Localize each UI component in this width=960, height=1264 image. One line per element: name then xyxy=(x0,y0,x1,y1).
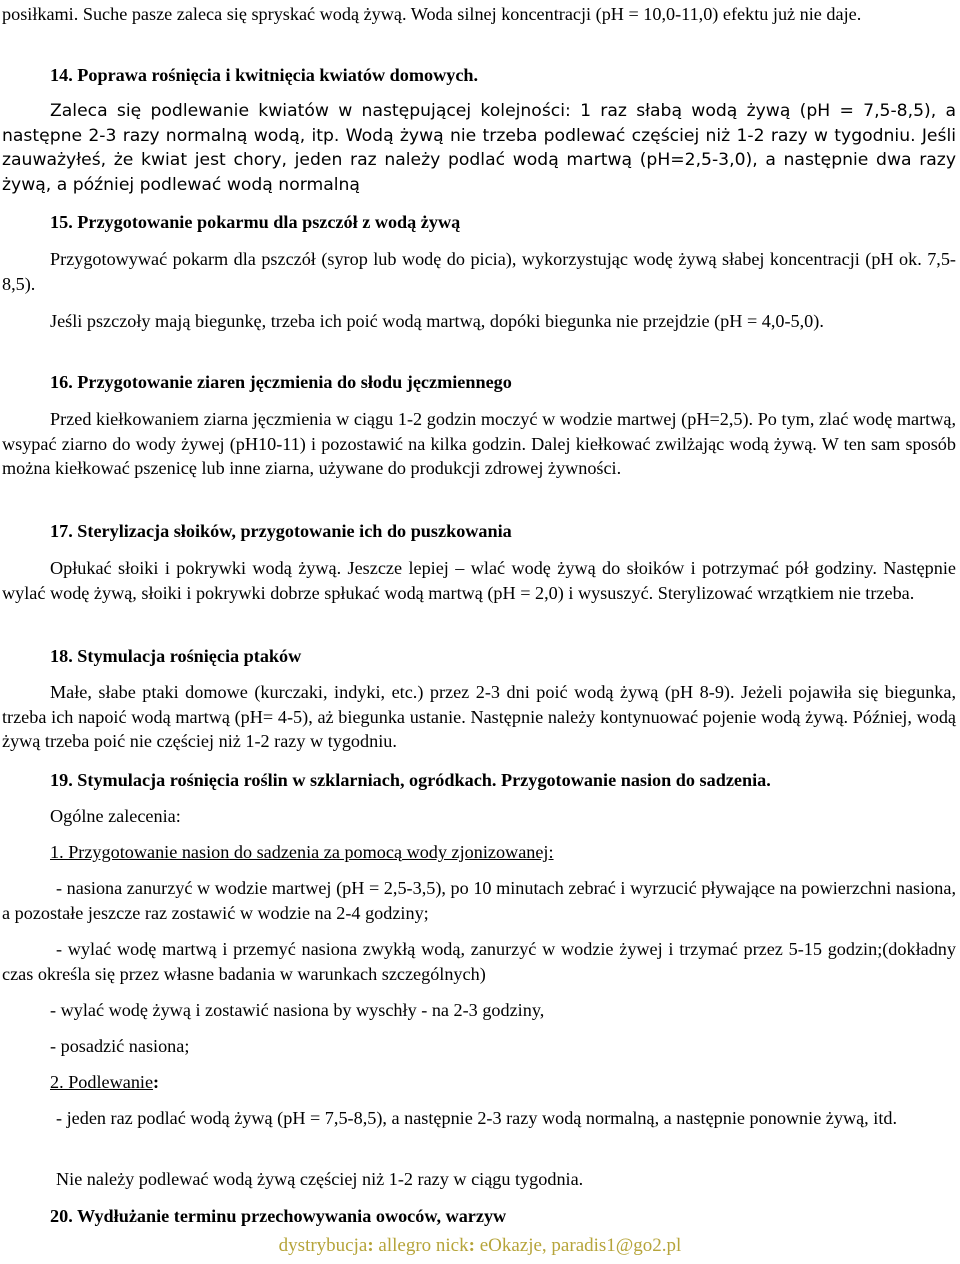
bullet-dead-water-soak: - nasiona zanurzyć w wodzie martwej (pH = 2,5-3,5), po 10 minutach zebrać i wyrzucić pływające na powierzchni nasiona, a pozostałe jeszcze raz zostawić w wodzie na 2-4 godziny; xyxy=(2,878,956,923)
note-watering-frequency: Nie należy podlewać wodą żywą częściej niż 1-2 razy w ciągu tygodnia. xyxy=(56,1169,584,1189)
bullet-plant-seeds: - posadzić nasiona; xyxy=(50,1036,190,1056)
general-recommendations-label: Ogólne zalecenia: xyxy=(50,806,181,826)
paragraph-17: Opłukać słoiki i pokrywki wodą żywą. Jeszcze lepiej – wlać wodę żywą do słoików i potrzymać pół godziny. Następnie wylać wodę żywą, słoiki i pokrywki dobrze spłukać wodą martwą (pH = 2,0) i wysuszyć. Sterylizować wrzątkiem nie trzeba. xyxy=(2,558,956,603)
footer-distribution-label: dystrybucja xyxy=(278,1235,368,1256)
bullet-watering-schedule: - jeden raz podlać wodą żywą (pH = 7,5-8,5), a następnie 2-3 razy wodą normalną, a następnie ponownie żywą, itd. xyxy=(56,1108,898,1128)
footer-contact: eOkazje, paradis1@go2.pl xyxy=(474,1235,682,1256)
subsection-seed-preparation: 1. Przygotowanie nasion do sadzenia za pomocą wody zjonizowanej: xyxy=(50,842,554,862)
paragraph-15b: Jeśli pszczoły mają biegunkę, trzeba ich poić wodą martwą, dopóki biegunka nie przejdzie (pH = 4,0-5,0). xyxy=(50,311,824,331)
heading-17: 17. Sterylizacja słoików, przygotowanie ich do puszkowania xyxy=(50,521,512,541)
heading-16-title: Przygotowanie ziaren jęczmienia do słodu jęczmiennego xyxy=(77,372,512,392)
heading-15-title: Przygotowanie pokarmu dla pszczół z wodą żywą xyxy=(77,212,461,232)
footer-colon-2: : xyxy=(468,1235,475,1256)
heading-18: 18. Stymulacja rośnięcia ptaków xyxy=(50,646,302,666)
distribution-footer xyxy=(0,1234,960,1258)
paragraph-14: Zaleca się podlewanie kwiatów w następującej kolejności: 1 raz słabą wodą żywą (pH = 7,5-8,5), a następne 2-3 razy normalną wodą, itp. Wodą żywą nie trzeba podlewać częściej niż 1-2 razy w tygodniu. Jeśli zauważyłeś, że kwiat jest chory, jeden raz należy podlać wodą martwą (pH=2,5-3,0), a następnie dwa razy żywą, a później podlewać wodą normalną xyxy=(2,101,956,195)
heading-15 xyxy=(2,210,956,235)
heading-14: 14. Poprawa rośnięcia i kwitnięcia kwiatów domowych. xyxy=(50,65,479,85)
heading-15-number: 15. xyxy=(50,212,73,232)
heading-16-number: 16. xyxy=(50,372,73,392)
bullet-live-water-soak: - wylać wodę martwą i przemyć nasiona zwykłą wodą, zanurzyć w wodzie żywej i trzymać przez 5-15 godzin;(dokładny czas określa się przez własne badania w warunkach szczególnych) xyxy=(2,939,956,984)
heading-16 xyxy=(2,370,956,395)
subsection-watering-title: 2. Podlewanie xyxy=(50,1072,154,1092)
paragraph-16: Przed kiełkowaniem ziarna jęczmienia w ciągu 1-2 godzin moczyć w wodzie martwej (pH=2,5). Po tym, zlać wodę martwą, wsypać ziarno do wody żywej (pH10-11) i pozostawić na kilka godzin. Dalej kiełkować zwilżając wodą żywą. W ten sam sposób można kiełkować pszenicę lub inne ziarna, używane do produkcji zdrowej żywności. xyxy=(2,409,956,478)
paragraph-15a: Przygotowywać pokarm dla pszczół (syrop lub wodę do picia), wykorzystując wodę żywą słabej koncentracji (pH ok. 7,5-8,5). xyxy=(2,249,956,294)
footer-colon: : xyxy=(367,1235,374,1256)
footer-nick-label: allegro nick xyxy=(373,1235,469,1256)
paragraph-18: Małe, słabe ptaki domowe (kurczaki, indyki, etc.) przez 2-3 dni poić wodą żywą (pH 8-9). Jeżeli pojawiła się biegunka, trzeba ich napoić wodą martwą (pH= 4-5), aż biegunka ustanie. Następnie należy kontynuować pojenie wodą żywą. Później, wodą żywą trzeba poić nie częściej niż 1-2 razy w tygodniu. xyxy=(2,682,956,751)
heading-20: 20. Wydłużanie terminu przechowywania owoców, warzyw xyxy=(50,1206,507,1226)
paragraph-intro: posiłkami. Suche pasze zaleca się spryskać wodą żywą. Woda silnej koncentracji (pH = 10,0-11,0) efektu już nie daje. xyxy=(2,4,862,24)
heading-19: 19. Stymulacja rośnięcia roślin w szklarniach, ogródkach. Przygotowanie nasion do sadzenia. xyxy=(50,770,771,790)
subsection-watering-colon: : xyxy=(153,1072,160,1092)
bullet-dry-seeds: - wylać wodę żywą i zostawić nasiona by wyschły - na 2-3 godziny, xyxy=(50,1000,545,1020)
subsection-watering xyxy=(2,1070,956,1095)
